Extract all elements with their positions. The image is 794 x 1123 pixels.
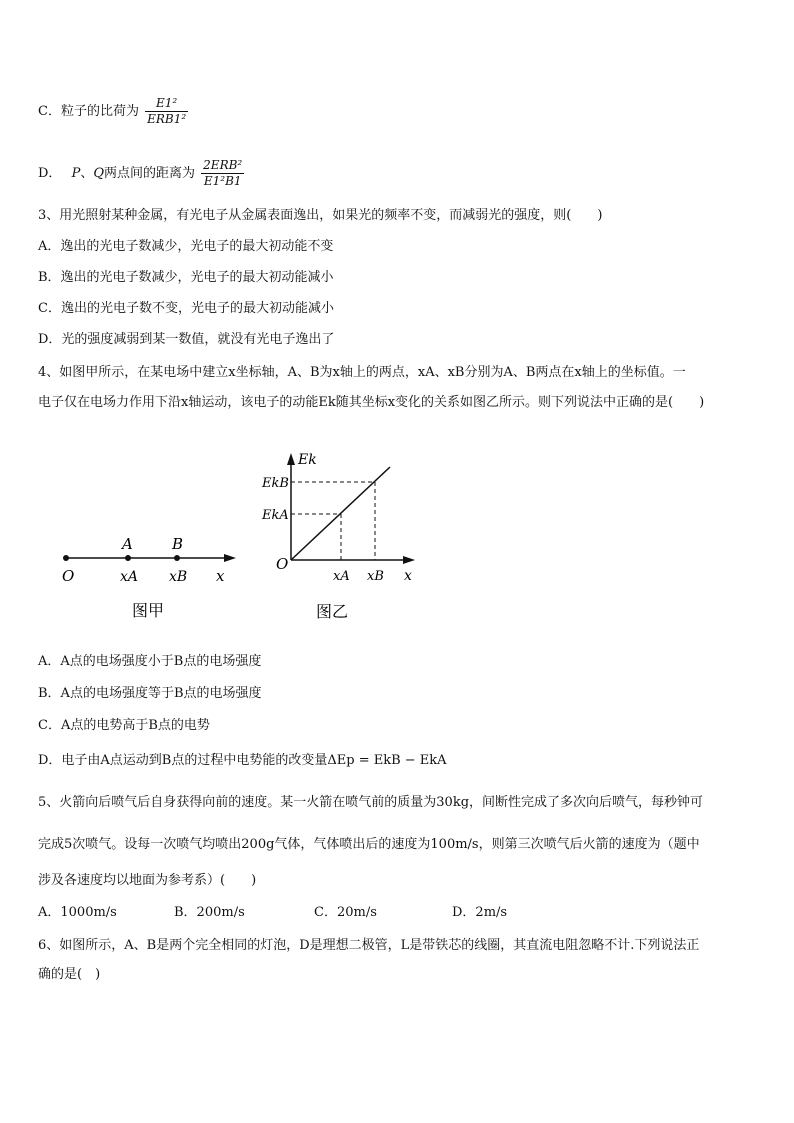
q4-option-a: A．A点的电场强度小于B点的电场强度 [38, 654, 262, 669]
q2-option-c-numerator: E1² [145, 96, 188, 112]
fig2-label-o: O [276, 555, 289, 573]
figure-yi [258, 448, 428, 628]
fig1-caption: 图甲 [132, 601, 165, 620]
q5-option-a: A．1000m/s [38, 905, 117, 920]
q4-option-c: C．A点的电势高于B点的电势 [38, 718, 210, 733]
q6-stem-line2: 确的是( ) [38, 967, 101, 982]
q2-option-c-denominator: ERB1² [147, 112, 187, 126]
fig2-label-ek: Ek [298, 452, 317, 468]
q2-option-c-fraction [145, 96, 188, 127]
fig2-caption: 图乙 [316, 602, 349, 621]
q2-option-d-prefix: D． [38, 166, 62, 181]
q2-option-d-separator: 、 [80, 166, 94, 181]
q5-option-d: D．2m/s [452, 905, 508, 920]
q3-option-a: A．逸出的光电子数减少，光电子的最大初动能不变 [38, 239, 334, 254]
q2-option-d-point-p: P [71, 166, 81, 181]
q2-option-d-label: 两点间的距离为 [104, 166, 196, 181]
fig1-label-xb: xB [169, 569, 188, 585]
fig1-origin-dot [63, 555, 69, 561]
q2-option-d-numerator: 2ERB² [203, 158, 243, 172]
q5-stem-line2: 完成5次喷气。设每一次喷气均喷出200g气体，气体喷出后的速度为100m/s，则第三次喷气后火箭的速度为（题中 [38, 837, 700, 852]
fig2-label-ekb: EkB [262, 476, 289, 491]
q3-option-d: D．光的强度减弱到某一数值，就没有光电子逸出了 [38, 332, 335, 347]
fig1-label-a: A [122, 535, 133, 553]
fig1-arrow-icon [224, 554, 236, 562]
q2-option-d-denominator: E1²B1 [203, 174, 242, 188]
fig1-point-a-dot [125, 555, 131, 561]
fig2-label-x: x [404, 568, 412, 584]
q5-stem-line3: 涉及各速度均以地面为参考系）( ) [38, 873, 257, 888]
figure-jia [50, 525, 250, 625]
q6-stem-line1: 6、如图所示，A、B是两个完全相同的灯泡，D是理想二极管，L是带铁芯的线圈，其直流电阻忽略不计.下列说法正 [38, 938, 700, 953]
q2-option-d-point-q: Q [93, 166, 105, 181]
q3-option-b: B．逸出的光电子数减少，光电子的最大初动能减小 [38, 270, 334, 285]
q4-stem-line2: 电子仅在电场力作用下沿x轴运动，该电子的动能Ek随其坐标x变化的关系如图乙所示。则下列说法中正确的是( ) [38, 395, 705, 410]
q5-stem-line1: 5、火箭向后喷气后自身获得向前的速度。某一火箭在喷气前的质量为30kg，间断性完成了多次向后喷气，每秒钟可 [38, 795, 704, 810]
q2-option-d-fraction [201, 158, 244, 189]
fig1-label-b: B [172, 535, 184, 553]
fig2-x-arrow-icon [403, 556, 415, 564]
q4-option-d: D．电子由A点运动到B点的过程中电势能的改变量ΔEp = EkB − EkA [38, 753, 447, 768]
q2-option-d [38, 158, 244, 189]
fig2-y-arrow-icon [287, 453, 295, 465]
q4-option-b: B．A点的电场强度等于B点的电场强度 [38, 686, 262, 701]
fig1-label-x: x [216, 567, 225, 585]
fig2-label-xa: xA [333, 569, 350, 584]
fig1-label-o: O [62, 567, 75, 585]
q3-option-c: C．逸出的光电子数不变，光电子的最大初动能减小 [38, 301, 334, 316]
fig2-label-eka: EkA [262, 508, 289, 523]
q2-option-c [38, 96, 188, 127]
q3-stem: 3、用光照射某种金属，有光电子从金属表面逸出，如果光的频率不变，而减弱光的强度，则( ) [38, 208, 603, 223]
q4-stem-line1: 4、如图甲所示，在某电场中建立x坐标轴，A、B为x轴上的两点，xA、xB分别为A、B两点在x轴上的坐标值。一 [38, 365, 686, 380]
q2-option-c-label: C．粒子的比荷为 [38, 104, 139, 119]
fig1-point-b-dot [174, 555, 180, 561]
q5-options [38, 904, 507, 922]
q5-option-b: B．200m/s [174, 905, 245, 920]
fig1-label-xa: xA [120, 569, 139, 585]
fig2-label-xb: xB [367, 569, 384, 584]
q5-option-c: C．20m/s [314, 905, 377, 920]
